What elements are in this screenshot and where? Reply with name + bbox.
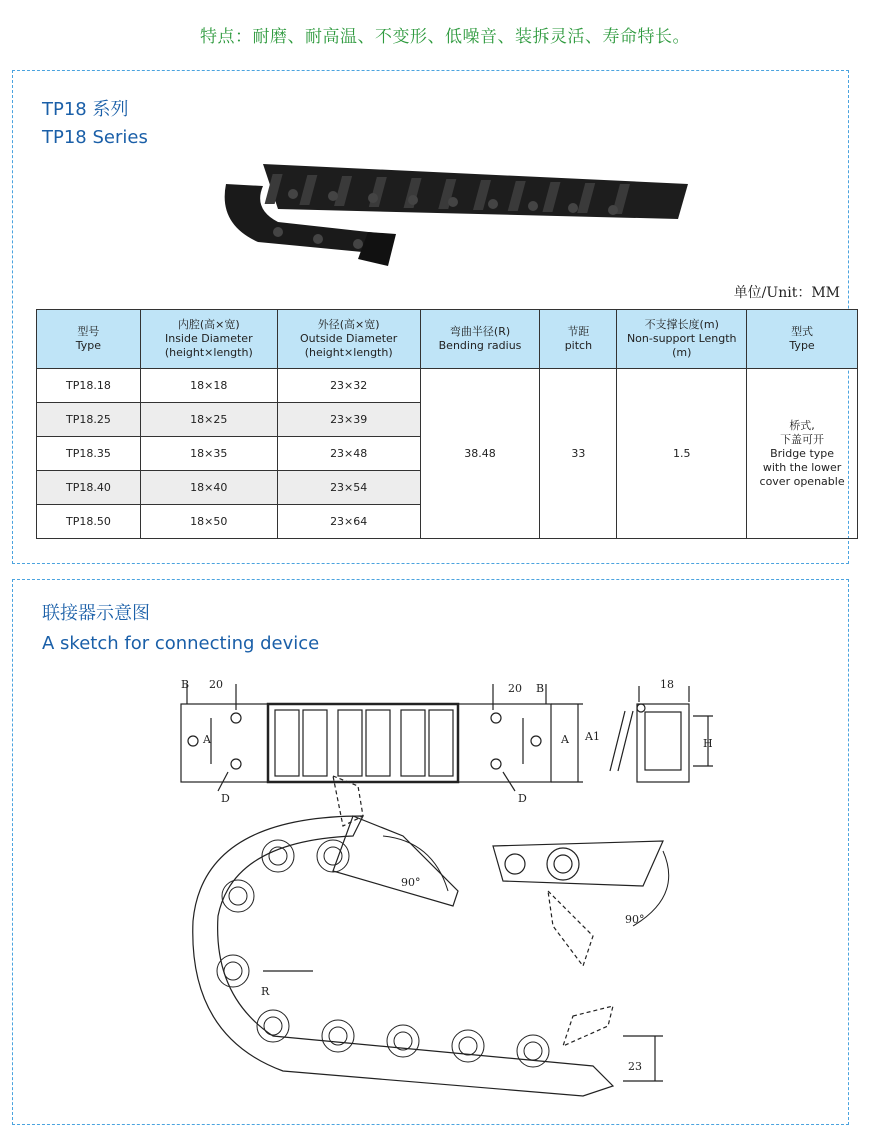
cell-inside: 18×18	[140, 369, 277, 403]
dim-20-left: 20	[209, 678, 223, 691]
header-nonsupport: 不支撑长度(m) Non-support Length (m)	[617, 310, 747, 369]
cell-inside: 18×35	[140, 437, 277, 471]
dim-a-right: A	[561, 733, 569, 746]
cell-outside: 23×64	[277, 505, 420, 539]
dim-h: H	[703, 737, 713, 750]
dim-b-left: B	[181, 678, 190, 691]
cell-inside: 18×40	[140, 471, 277, 505]
cell-type: TP18.25	[37, 403, 141, 437]
tp18-series-panel	[12, 70, 849, 564]
header-form: 型式 Type	[747, 310, 858, 369]
cell-pitch: 33	[540, 369, 617, 539]
header-outside: 外径(高×宽) Outside Diameter (height×length)	[277, 310, 420, 369]
dim-d-right: D	[518, 792, 527, 805]
series-title-cn: TP18 系列	[42, 99, 129, 120]
sketch-title-cn: 联接器示意图	[42, 603, 150, 624]
spec-table	[36, 309, 858, 539]
cell-outside: 23×39	[277, 403, 420, 437]
cell-outside: 23×54	[277, 471, 420, 505]
unit-label: 单位/Unit：MM	[733, 285, 840, 301]
header-type: 型号 Type	[37, 310, 141, 369]
header-inside: 内腔(高×宽) Inside Diameter (height×length)	[140, 310, 277, 369]
cell-non-support: 1.5	[617, 369, 747, 539]
cell-type: TP18.18	[37, 369, 141, 403]
angle-90-left: 90°	[401, 876, 421, 889]
connector-sketch-drawing	[163, 676, 733, 1116]
cell-inside: 18×25	[140, 403, 277, 437]
cell-outside: 23×32	[277, 369, 420, 403]
radius-r: R	[261, 985, 270, 998]
dim-d-left: D	[221, 792, 230, 805]
table-header-row	[37, 310, 858, 369]
sketch-title-en: A sketch for connecting device	[42, 633, 320, 654]
cell-outside: 23×48	[277, 437, 420, 471]
dim-a-left: A	[203, 733, 211, 746]
dim-23: 23	[628, 1060, 642, 1073]
cell-type: TP18.50	[37, 505, 141, 539]
cell-inside: 18×50	[140, 505, 277, 539]
dim-a1: A1	[585, 730, 600, 743]
dim-b-right: B	[536, 682, 545, 695]
angle-90-right: 90°	[625, 913, 645, 926]
header-pitch: 节距 pitch	[540, 310, 617, 369]
features-text: 特点：耐磨、耐高温、不变形、低噪音、装拆灵活、寿命特长。	[200, 27, 690, 47]
cell-type: TP18.40	[37, 471, 141, 505]
cable-chain-photo	[218, 154, 693, 267]
cell-bending-radius: 38.48	[420, 369, 540, 539]
dim-18: 18	[660, 678, 674, 691]
header-bending: 弯曲半径(R) Bending radius	[420, 310, 540, 369]
cell-type: TP18.35	[37, 437, 141, 471]
dim-20-right: 20	[508, 682, 522, 695]
table-row	[37, 369, 858, 403]
series-title-en: TP18 Series	[42, 127, 148, 148]
cell-form: 桥式, 下盖可开 Bridge type with the lower cover openable	[747, 369, 858, 539]
connector-sketch-panel	[12, 579, 849, 1125]
